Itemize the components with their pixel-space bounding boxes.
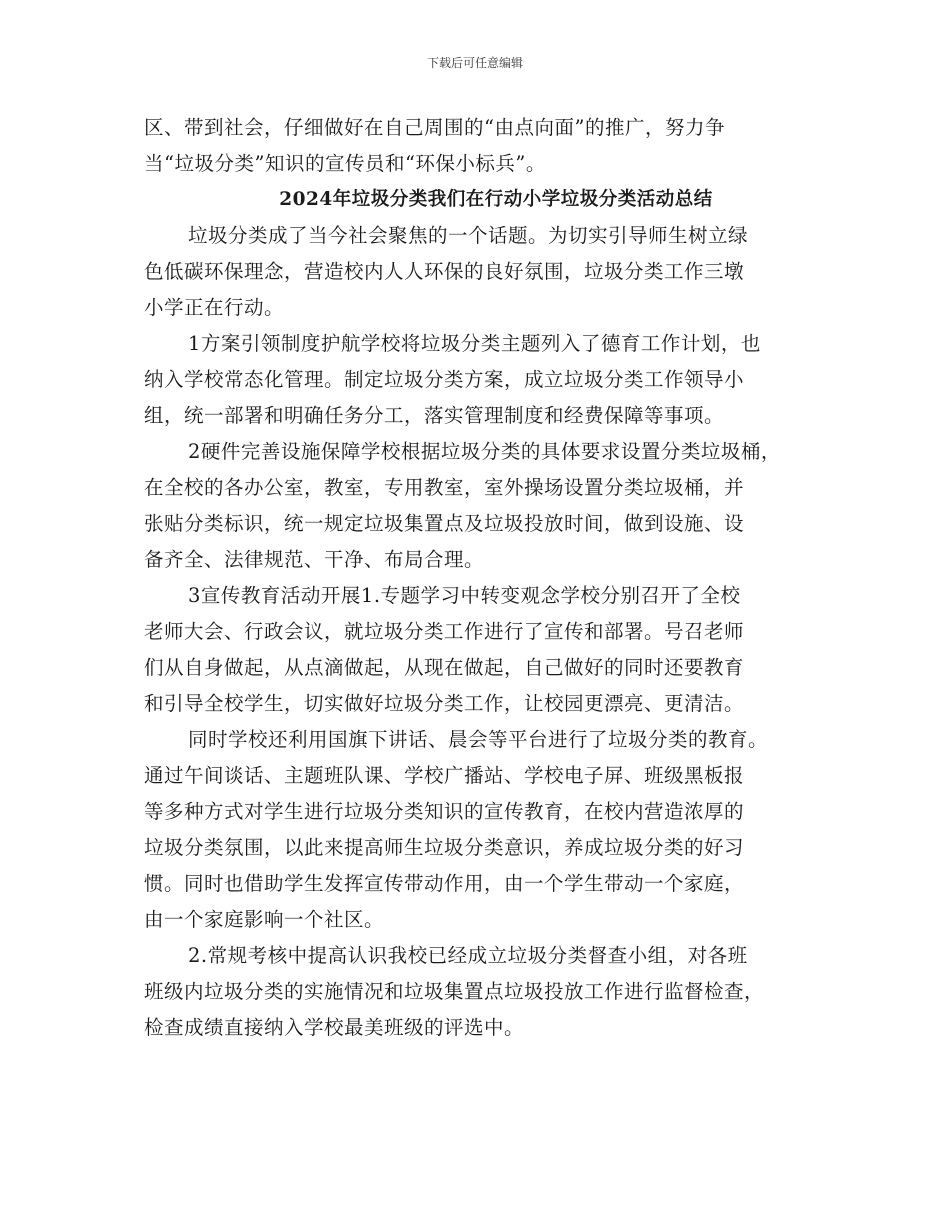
paragraph-line: 们从自身做起，从点滴做起，从现在做起，自己做好的同时还要教育 (144, 656, 745, 679)
paragraph-line: 和引导全校学生，切实做好垃圾分类工作，让校园更漂亮、更清洁。 (144, 692, 745, 715)
document-title: 2024年垃圾分类我们在行动小学垃圾分类活动总结 (279, 189, 713, 210)
paragraph-line: 在全校的各办公室，教室，专用教室，室外操场设置分类垃圾桶，并 (144, 476, 745, 499)
paragraph-line: 2硬件完善设施保障学校根据垃圾分类的具体要求设置分类垃圾桶， (188, 440, 781, 463)
paragraph-line: 备齐全、法律规范、干净、布局合理。 (144, 548, 485, 571)
paragraph-line: 色低碳环保理念，营造校内人人环保的良好氛围，垃圾分类工作三墩 (144, 260, 745, 283)
paragraph (144, 218, 824, 326)
paragraph-line: 张贴分类标识，统一规定垃圾集置点及垃圾投放时间，做到设施、设 (144, 512, 745, 535)
paragraph (144, 578, 824, 722)
paragraph-line: 等多种方式对学生进行垃圾分类知识的宣传教育，在校内营造浓厚的 (144, 800, 745, 823)
paragraph (144, 722, 824, 938)
document-body (144, 110, 824, 1046)
paragraph-line: 检查成绩直接纳入学校最美班级的评选中。 (144, 1016, 525, 1039)
continuation-line: 区、带到社会，仔细做好在自己周围的“由点向面”的推广，努力争 (144, 116, 725, 139)
continuation-line: 当“垃圾分类”知识的宣传员和“环保小标兵”。 (144, 152, 546, 175)
paragraph-line: 2.常规考核中提高认识我校已经成立垃圾分类督查小组，对各班 (188, 944, 748, 967)
paragraph-line: 惯。同时也借助学生发挥宣传带动作用，由一个学生带动一个家庭， (144, 872, 745, 895)
paragraph (144, 326, 824, 434)
paragraph (144, 938, 824, 1046)
paragraph-line: 组，统一部署和明确任务分工，落实管理制度和经费保障等事项。 (144, 404, 725, 427)
paragraph-line: 垃圾分类氛围，以此来提高师生垃圾分类意识，养成垃圾分类的好习 (144, 836, 745, 859)
paragraph-line: 1方案引领制度护航学校将垃圾分类主题列入了德育工作计划，也 (188, 332, 761, 355)
paragraph-line: 班级内垃圾分类的实施情况和垃圾集置点垃圾投放工作进行监督检查， (144, 980, 765, 1003)
paragraph-line: 小学正在行动。 (144, 296, 285, 319)
paragraph-line: 纳入学校常态化管理。制定垃圾分类方案，成立垃圾分类工作领导小 (144, 368, 745, 391)
paragraph-line: 3宣传教育活动开展1.专题学习中转变观念学校分别召开了全校 (188, 584, 741, 607)
paragraph-line: 垃圾分类成了当今社会聚焦的一个话题。为切实引导师生树立绿 (188, 224, 749, 247)
paragraph-line: 由一个家庭影响一个社区。 (144, 908, 385, 931)
paragraph-line: 老师大会、行政会议，就垃圾分类工作进行了宣传和部署。号召老师 (144, 620, 745, 643)
paragraph (144, 434, 824, 578)
page-header: 下载后可任意编辑 (426, 56, 523, 70)
paragraph-line: 通过午间谈话、主题班队课、学校广播站、学校电子屏、班级黑板报 (144, 764, 745, 787)
paragraph-line: 同时学校还利用国旗下讲话、晨会等平台进行了垃圾分类的教育。 (188, 728, 769, 751)
